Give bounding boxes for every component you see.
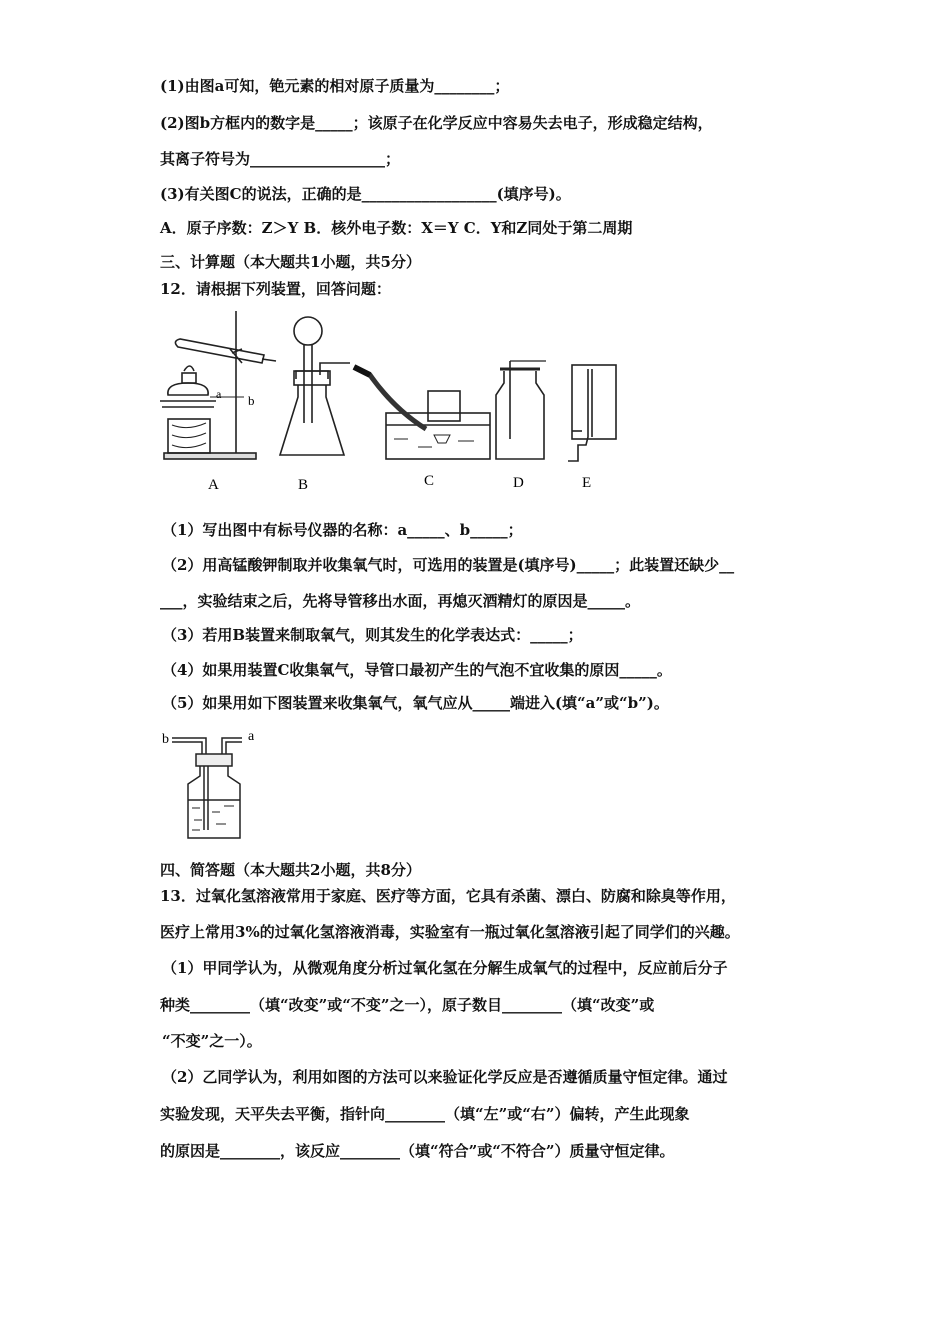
label-A: A [208, 477, 219, 493]
label-C: C [424, 473, 435, 489]
section-4-heading: 四、简答题（本大题共2小题，共8分） [160, 861, 421, 879]
apparatus-b [280, 317, 350, 455]
q12-part-2a: （2）用高锰酸钾制取并收集氧气时，可选用的装置是(填序号)_____；此装置还缺少__ [162, 556, 735, 574]
q13-line-2: 医疗上常用3%的过氧化氢溶液消毒，实验室有一瓶过氧化氢溶液引起了同学们的兴趣。 [160, 923, 740, 941]
q12-part-5: （5）如果用如下图装置来收集氧气，氧气应从_____端进入(填“a”或“b”)。 [162, 694, 669, 712]
apparatus-figure [158, 305, 618, 497]
apparatus-d [496, 361, 546, 459]
label-b: b [248, 393, 255, 408]
q12-part-1: （1）写出图中有标号仪器的名称：a_____、b_____； [162, 521, 523, 539]
q13-part-2a: （2）乙同学认为，利用如图的方法可以来验证化学反应是否遵循质量守恒定律。通过 [162, 1068, 728, 1086]
apparatus-e [568, 365, 616, 461]
q13-part-1b: 种类________（填“改变”或“不变”之一），原子数目________（填“改变”或 [160, 996, 655, 1014]
gas-bottle-figure [160, 726, 270, 842]
label-B: B [298, 477, 309, 493]
q1-line-3: 其离子符号为__________________； [160, 150, 401, 168]
q13-part-2b: 实验发现，天平失去平衡，指针向________（填“左”或“右”）偏转，产生此现象 [160, 1105, 690, 1123]
q1-options: A．原子序数：Z＞Y B．核外电子数：X＝Y C．Y和Z同处于第二周期 [160, 219, 633, 237]
q1-line-4: (3)有关图C的说法，正确的是__________________(填序号)。 [160, 185, 571, 203]
bottle-label-a: a [248, 729, 255, 744]
q13-part-1c: “不变”之一）。 [162, 1032, 262, 1050]
apparatus-c [354, 367, 490, 459]
q13-part-1a: （1）甲同学认为，从微观角度分析过氧化氢在分解生成氧气的过程中，反应前后分子 [162, 959, 728, 977]
section-3-heading: 三、计算题（本大题共1小题，共5分） [160, 253, 421, 271]
label-a: a [216, 387, 222, 401]
q13-part-2c: 的原因是________，该反应________（填“符合”或“不符合”）质量守恒定律。 [160, 1142, 675, 1160]
q13-line-1: 13．过氧化氢溶液常用于家庭、医疗等方面，它具有杀菌、漂白、防腐和除臭等作用， [160, 887, 736, 905]
label-D: D [513, 475, 524, 491]
bottle-label-b: b [162, 732, 169, 747]
q12-stem: 12．请根据下列装置，回答问题： [160, 280, 391, 298]
apparatus-a [160, 311, 276, 459]
q12-part-3: （3）若用B装置来制取氧气，则其发生的化学表达式：_____； [162, 626, 583, 644]
q1-line-1: (1)由图a可知，铯元素的相对原子质量为________； [160, 77, 510, 95]
q12-part-4: （4）如果用装置C收集氧气，导管口最初产生的气泡不宜收集的原因_____。 [162, 661, 672, 679]
q12-part-2b: ___，实验结束之后，先将导管移出水面，再熄灭酒精灯的原因是_____。 [160, 592, 641, 610]
q1-line-2: (2)图b方框内的数字是_____；该原子在化学反应中容易失去电子，形成稳定结构， [160, 114, 713, 132]
label-E: E [582, 475, 592, 491]
